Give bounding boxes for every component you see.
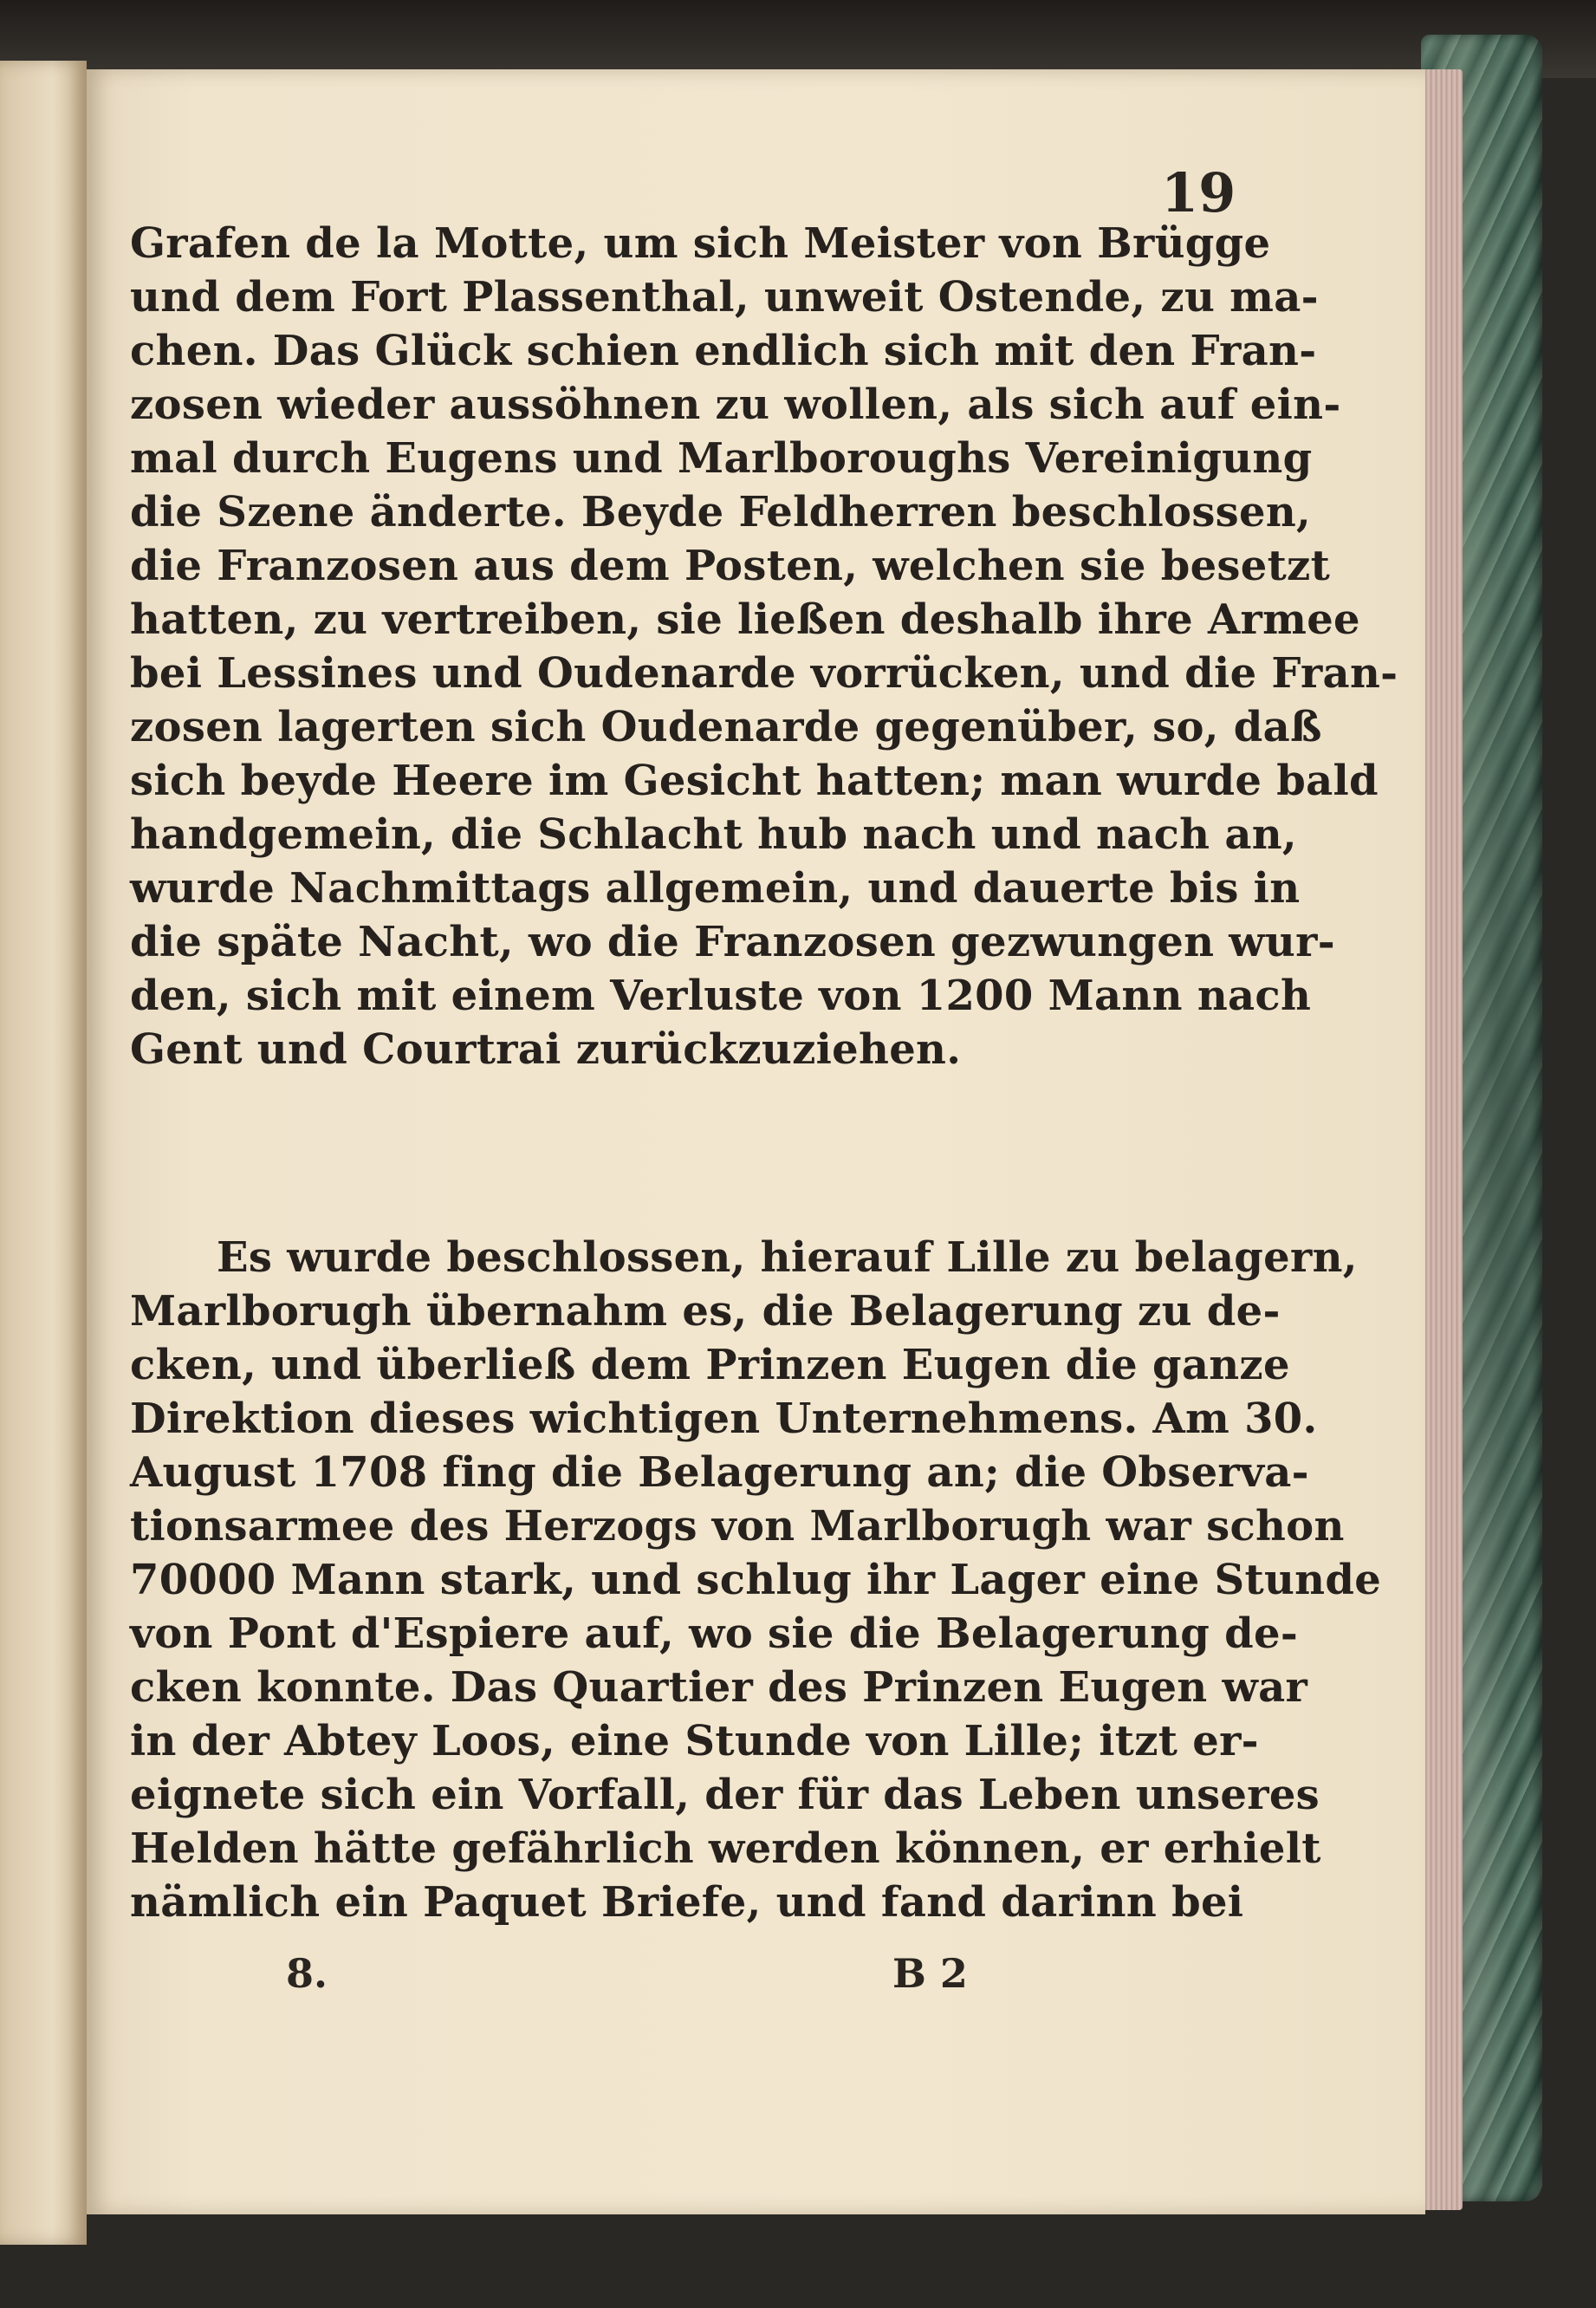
text-line: die späte Nacht, wo die Franzosen gezwungen wur-	[130, 918, 1335, 966]
text-line: August 1708 fing die Belagerung an; die Observa-	[130, 1448, 1309, 1497]
page-footer	[130, 1950, 1213, 2002]
text-line: und dem Fort Plassenthal, unweit Ostende, zu ma-	[130, 273, 1319, 322]
text-line: tionsarmee des Herzogs von Marlborugh war schon	[130, 1502, 1345, 1551]
text-line: sich beyde Heere im Gesicht hatten; man wurde bald	[130, 757, 1379, 805]
text-line: hatten, zu vertreiben, sie ließen deshalb ihre Armee	[130, 595, 1360, 644]
text-line: Grafen de la Motte, um sich Meister von Brügge	[130, 219, 1271, 268]
text-line: Direktion dieses wichtigen Unternehmens. Am 30.	[130, 1395, 1318, 1443]
text-line: chen. Das Glück schien endlich sich mit den Fran-	[130, 327, 1317, 375]
text-line: eignete sich ein Vorfall, der für das Leben unseres	[130, 1771, 1320, 1819]
paragraph-1	[130, 217, 1398, 1076]
text-line: Gent und Courtrai zurückzuziehen.	[130, 1025, 962, 1074]
page-number: 19	[1161, 161, 1236, 224]
signature-mark: 8.	[286, 1950, 328, 1997]
text-line: bei Lessines und Oudenarde vorrücken, und die Fran-	[130, 649, 1398, 698]
text-line: die Szene änderte. Beyde Feldherren beschlossen,	[130, 488, 1312, 536]
text-line: Helden hätte gefährlich werden können, er erhielt	[130, 1824, 1321, 1873]
text-line: wurde Nachmittags allgemein, und dauerte bis in	[130, 864, 1301, 913]
text-line: den, sich mit einem Verluste von 1200 Mann nach	[130, 972, 1312, 1020]
text-line: 70000 Mann stark, und schlug ihr Lager eine Stunde	[130, 1556, 1382, 1604]
text-line: handgemein, die Schlacht hub nach und nach an,	[130, 810, 1297, 859]
text-line: zosen lagerten sich Oudenarde gegenüber, so, daß	[130, 703, 1322, 751]
text-line: Marlborugh übernahm es, die Belagerung zu de-	[130, 1287, 1281, 1336]
left-facing-page	[0, 61, 87, 2245]
text-line: nämlich ein Paquet Briefe, und fand darinn bei	[130, 1878, 1244, 1927]
text-line: Es wurde beschlossen, hierauf Lille zu belagern,	[217, 1233, 1358, 1282]
text-line: mal durch Eugens und Marlboroughs Vereinigung	[130, 434, 1313, 483]
catchword: B 2	[892, 1950, 968, 1997]
text-line: von Pont d'Espiere auf, wo sie die Belagerung de-	[130, 1609, 1299, 1658]
text-line: zosen wieder aussöhnen zu wollen, als sich auf ein-	[130, 380, 1341, 429]
text-line: die Franzosen aus dem Posten, welchen sie besetzt	[130, 542, 1331, 590]
text-line: cken, und überließ dem Prinzen Eugen die ganze	[130, 1341, 1290, 1389]
backdrop	[0, 0, 1596, 78]
text-line: in der Abtey Loos, eine Stunde von Lille; itzt er-	[130, 1717, 1259, 1765]
text-line: cken konnte. Das Quartier des Prinzen Eugen war	[130, 1663, 1308, 1712]
paragraph-2	[130, 1231, 1382, 1929]
